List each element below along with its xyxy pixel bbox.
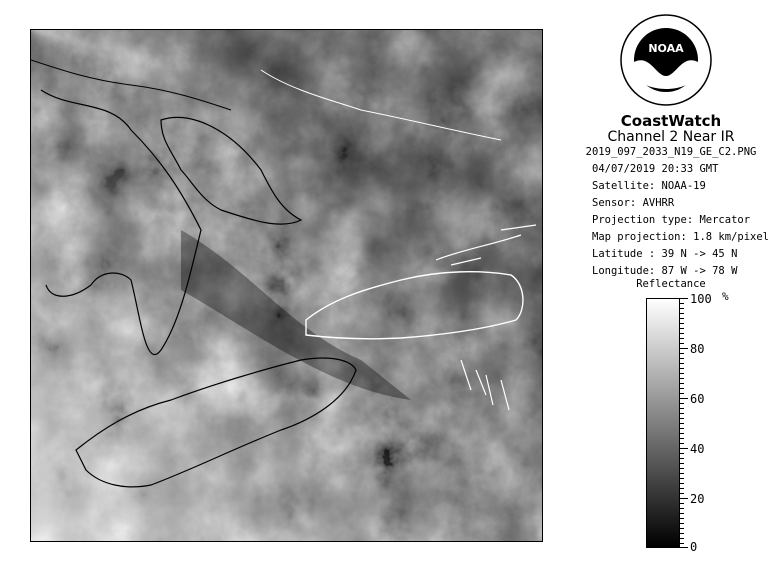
datetime-label: 04/07/2019 20:33 GMT [592,163,719,175]
satellite-image-panel [30,29,543,542]
latitude-label: Latitude : 39 N -> 45 N [592,248,738,260]
colorbar-label-80: 80 [690,342,705,356]
logo-text: NOAA [648,42,684,55]
colorbar-label-40: 40 [690,442,705,456]
satellite-image [31,30,542,541]
colorbar-ticks [680,298,700,548]
colorbar-label-0: 0 [690,540,698,554]
filename-label: 2019_097_2033_N19_GE_C2.PNG [585,146,757,158]
projection-type-label: Projection type: Mercator [592,214,751,226]
colorbar-unit: % [722,290,729,303]
sensor-label: Sensor: AVHRR [592,197,675,209]
colorbar-title: Reflectance [636,278,706,290]
colorbar-label-60: 60 [690,392,705,406]
map-projection-label: Map projection: 1.8 km/pixel [592,231,770,243]
channel-label: Channel 2 Near IR [607,129,735,145]
satellite-label: Satellite: NOAA-19 [592,180,706,192]
cloud-brightness-overlay [31,30,542,541]
colorbar-label-100: 100 [690,292,712,306]
info-sidebar [560,0,782,572]
reflectance-colorbar [646,298,680,548]
longitude-label: Longitude: 87 W -> 78 W [592,265,738,277]
noaa-logo [620,14,712,106]
colorbar-label-20: 20 [690,492,705,506]
brand-title: CoastWatch [620,112,722,130]
